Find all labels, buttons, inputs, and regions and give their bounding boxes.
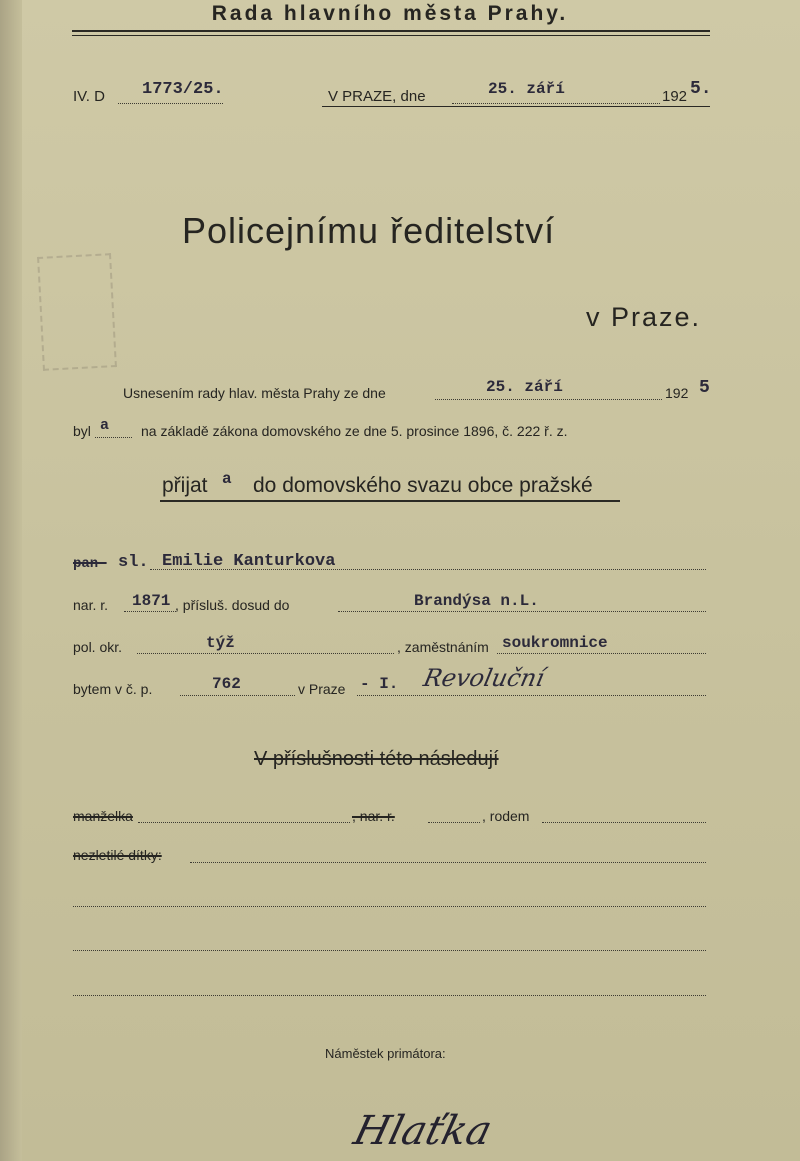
house-number: 762 bbox=[212, 675, 241, 693]
dependents-heading: V příslušnosti této následují bbox=[254, 748, 499, 770]
reference-number: 1773/25. bbox=[142, 80, 224, 99]
wife-line bbox=[138, 822, 350, 823]
year-digit: 5. bbox=[690, 79, 712, 99]
byl-suffix-line bbox=[95, 437, 132, 438]
accepted-text: do domovského svazu obce pražské bbox=[253, 474, 593, 497]
occupation-label: , zaměstnáním bbox=[397, 639, 489, 655]
addressee-line2: v Praze. bbox=[586, 302, 702, 332]
authority-header: Rada hlavního města Prahy. bbox=[211, 2, 569, 25]
house-number-line bbox=[180, 695, 295, 696]
signature-label: Náměstek primátora: bbox=[325, 1046, 446, 1061]
person-title: sl. bbox=[118, 553, 149, 572]
resolution-year-digit: 5 bbox=[699, 378, 710, 398]
title-struck: pan- bbox=[73, 556, 107, 572]
header-rule-top bbox=[72, 30, 710, 32]
accepted-suffix: a bbox=[222, 470, 232, 488]
children-line-4 bbox=[73, 995, 706, 996]
signature: Hlaťka bbox=[349, 1108, 497, 1154]
born-label: , nar. r. bbox=[352, 808, 395, 824]
children-line-3 bbox=[73, 950, 706, 951]
law-text: na základě zákona domovského ze dne 5. prosince 1896, č. 222 ř. z. bbox=[141, 423, 568, 439]
accepted-label: přijat bbox=[162, 474, 208, 497]
street-line bbox=[357, 695, 706, 696]
birth-year: 1871 bbox=[132, 592, 171, 610]
maiden-line bbox=[542, 822, 706, 823]
occupation: soukromnice bbox=[502, 634, 608, 652]
year-prefix: 192 bbox=[662, 88, 688, 105]
origin-place: Brandýsa n.L. bbox=[414, 592, 539, 610]
accepted-underline bbox=[160, 500, 620, 502]
district-number: - I. bbox=[360, 675, 399, 693]
resolution-year-prefix: 192 bbox=[665, 385, 689, 401]
children-label: nezletilé dítky: bbox=[73, 847, 162, 863]
resolution-date-line bbox=[435, 399, 662, 400]
header-rule-bottom bbox=[72, 35, 710, 36]
birth-label: nar. r. bbox=[73, 597, 109, 613]
reference-number-line bbox=[118, 103, 223, 104]
addressee-line1: Policejnímu ředitelství bbox=[182, 210, 556, 251]
person-name: Emilie Kanturkova bbox=[162, 552, 336, 571]
byl-suffix: a bbox=[100, 417, 110, 434]
origin-line bbox=[338, 611, 706, 612]
maiden-label: , rodem bbox=[482, 808, 530, 824]
children-line-1 bbox=[190, 862, 706, 863]
byl-label: byl bbox=[73, 423, 91, 439]
wife-label: manželka bbox=[73, 808, 133, 824]
resolution-label: Usnesením rady hlav. města Prahy ze dne bbox=[123, 385, 386, 401]
document-date: 25. září bbox=[488, 80, 565, 98]
district: týž bbox=[206, 634, 235, 652]
district-label: pol. okr. bbox=[73, 639, 123, 655]
reference-rule bbox=[322, 106, 710, 107]
children-line-2 bbox=[73, 906, 706, 907]
resolution-date: 25. září bbox=[486, 378, 563, 396]
origin-label: , přísluš. dosud do bbox=[175, 597, 290, 613]
city-label: v Praze bbox=[298, 681, 346, 697]
paper-edge bbox=[0, 0, 22, 1161]
born-line bbox=[428, 822, 480, 823]
date-line bbox=[452, 103, 660, 104]
occupation-line bbox=[497, 653, 706, 654]
reference-prefix: IV. D bbox=[73, 88, 105, 105]
residence-label: bytem v č. p. bbox=[73, 681, 153, 697]
place-date-label: V PRAZE, dne bbox=[328, 88, 426, 105]
district-line bbox=[137, 653, 394, 654]
street-name: Revoluční bbox=[421, 664, 547, 692]
birth-line bbox=[124, 611, 176, 612]
faded-stamp bbox=[37, 253, 117, 371]
